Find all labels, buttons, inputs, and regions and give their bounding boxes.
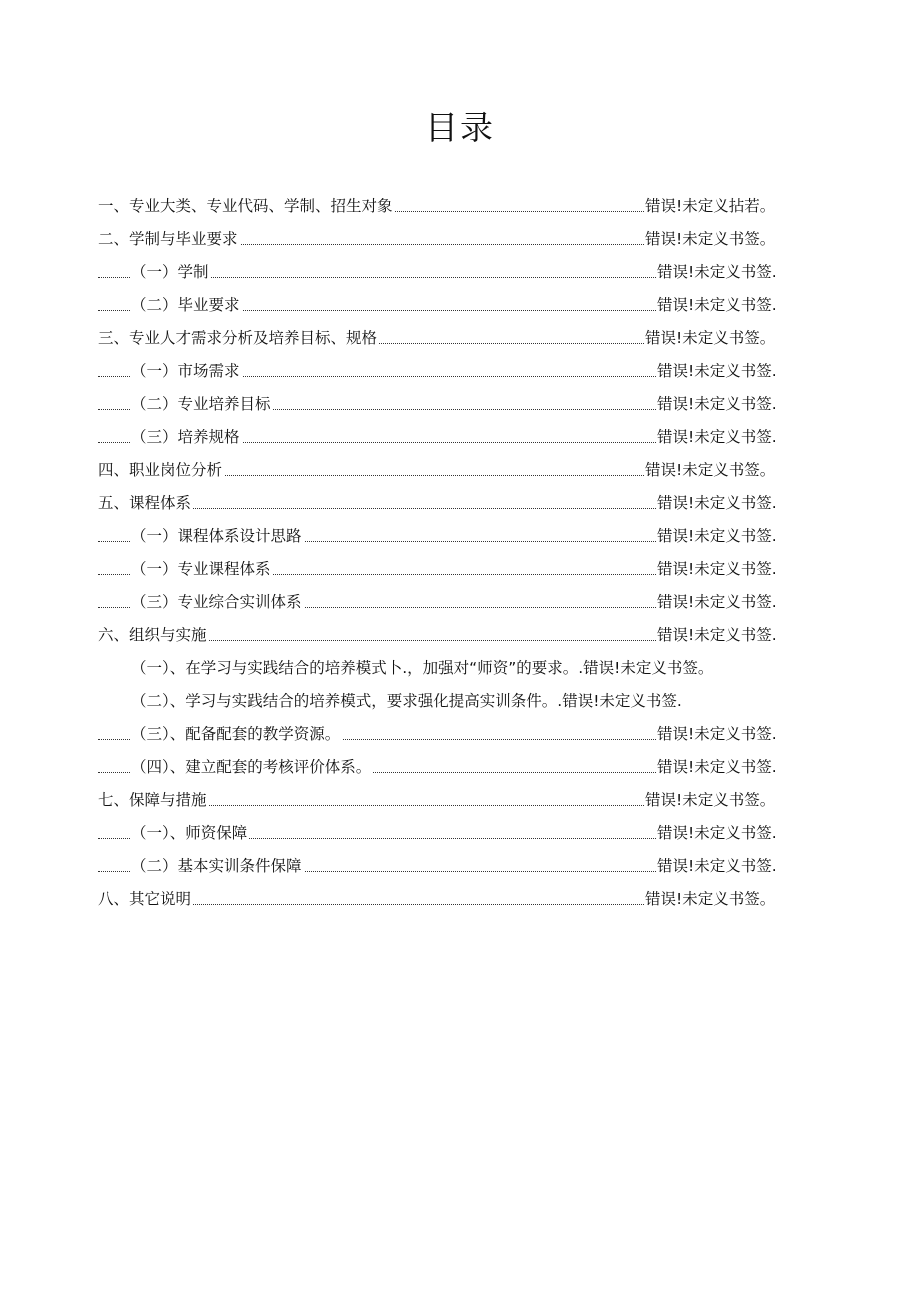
toc-entry[interactable] (98, 619, 798, 652)
toc-entry[interactable] (98, 190, 798, 223)
toc-entry-label: 五、课程体系 (98, 487, 193, 520)
toc-entry[interactable] (98, 553, 798, 586)
toc-entry-label: （三）专业综合实训体系 (131, 586, 304, 619)
toc-entry-label: （三）、配备配套的教学资源。 (131, 718, 342, 751)
toc-entry[interactable] (98, 751, 798, 784)
toc-entry-label: 七、保障与措施 (98, 784, 209, 817)
toc-entry-page-ref: 错误!未定义拈若。 (644, 190, 775, 223)
toc-entry-label: （三）培养规格 (131, 421, 242, 454)
toc-entry[interactable] (98, 355, 798, 388)
toc-entry-page-ref: 错误!未定义书签. (656, 487, 777, 520)
toc-entry-page-ref: 错误!未定义书签。 (644, 883, 775, 916)
toc-entry-page-ref: 错误!未定义书签。 (644, 322, 775, 355)
toc-entry-page-ref: 错误!未定义书签. (656, 817, 777, 850)
toc-entry[interactable] (98, 256, 798, 289)
toc-entry[interactable] (98, 454, 798, 487)
toc-entry-label: （一）专业课程体系 (131, 553, 273, 586)
toc-entry-label: 三、专业人才需求分析及培养目标、规格 (98, 322, 379, 355)
toc-entry[interactable] (98, 586, 798, 619)
toc-entry-label: （二）毕业要求 (131, 289, 242, 322)
table-of-contents (98, 190, 798, 916)
toc-entry[interactable] (98, 421, 798, 454)
toc-entry-page-ref: 错误!未定义书签. (656, 520, 777, 553)
toc-entry[interactable] (98, 322, 798, 355)
toc-entry[interactable] (98, 652, 798, 685)
toc-entry-page-ref: 错误!未定义书签. (656, 289, 777, 322)
toc-entry-label: （四）、建立配套的考核评价体系。 (131, 751, 373, 784)
toc-entry-page-ref: 错误!未定义书签. (656, 619, 777, 652)
toc-entry[interactable] (98, 388, 798, 421)
toc-entry-page-ref: 错误!未定义书签. (656, 355, 777, 388)
toc-entry[interactable] (98, 487, 798, 520)
toc-entry[interactable] (98, 784, 798, 817)
toc-entry-label: （二）、学习与实践结合的培养模式，要求强化提高实训条件。 (131, 692, 558, 710)
toc-entry-label: （二）专业培养目标 (131, 388, 273, 421)
toc-entry[interactable] (98, 883, 798, 916)
toc-entry[interactable] (98, 685, 798, 718)
toc-title: 目录 (425, 108, 495, 147)
toc-entry-page-ref: .错误!未定义书签. (557, 685, 682, 718)
toc-entry-page-ref: 错误!未定义书签。 (644, 784, 775, 817)
toc-entry[interactable] (98, 289, 798, 322)
toc-entry-label: 四、职业岗位分析 (98, 454, 224, 487)
toc-entry[interactable] (98, 223, 798, 256)
toc-entry-page-ref: 错误!未定义书签。 (644, 454, 775, 487)
toc-entry-label: （一）学制 (131, 256, 211, 289)
toc-entry-page-ref: 错误!未定义书签. (656, 586, 777, 619)
toc-entry-page-ref: 错误!未定义书签. (656, 256, 777, 289)
toc-entry[interactable] (98, 718, 798, 751)
toc-entry-label: （一）市场需求 (131, 355, 242, 388)
toc-entry-label: （二）基本实训条件保障 (131, 850, 304, 883)
toc-entry-label: 二、学制与毕业要求 (98, 223, 240, 256)
toc-entry-page-ref: 错误!未定义书签. (656, 850, 777, 883)
toc-entry[interactable] (98, 520, 798, 553)
toc-entry-label: （一）课程体系设计思路 (131, 520, 304, 553)
toc-entry-page-ref: .错误!未定义书签。 (578, 652, 713, 685)
toc-entry-label: 八、其它说明 (98, 883, 193, 916)
toc-entry-label: （一）、在学习与实践结合的培养模式卜.，加强对“师资”的要求。 (131, 659, 579, 677)
toc-entry-page-ref: 错误!未定义书签。 (644, 223, 775, 256)
toc-entry-page-ref: 错误!未定义书签. (656, 388, 777, 421)
toc-entry[interactable] (98, 850, 798, 883)
toc-entry-page-ref: 错误!未定义书签. (656, 421, 777, 454)
toc-entry-label: 一、专业大类、专业代码、学制、招生对象 (98, 190, 395, 223)
toc-entry[interactable] (98, 817, 798, 850)
toc-entry-page-ref: 错误!未定义书签. (656, 553, 777, 586)
toc-entry-page-ref: 错误!未定义书签. (656, 718, 777, 751)
toc-entry-label: （一）、师资保障 (131, 817, 249, 850)
toc-entry-label: 六、组织与实施 (98, 619, 209, 652)
toc-entry-page-ref: 错误!未定义书签. (656, 751, 777, 784)
